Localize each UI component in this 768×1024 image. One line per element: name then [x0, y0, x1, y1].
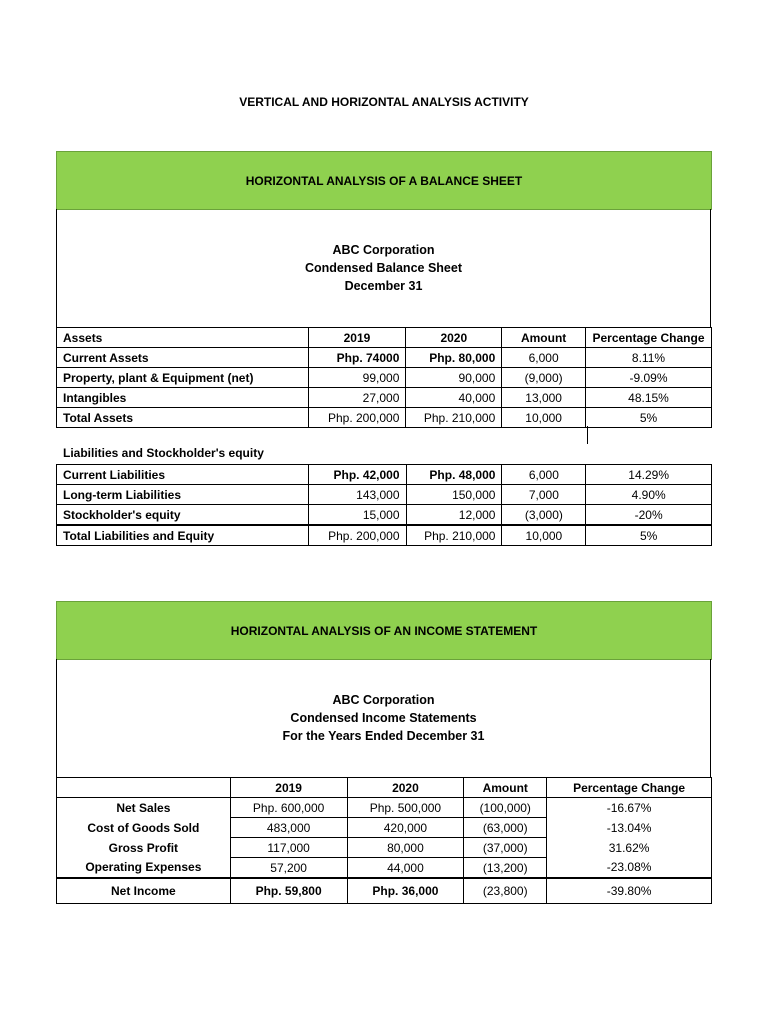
value-2019: 117,000: [230, 838, 347, 858]
is-company-name: ABC Corporation: [332, 693, 435, 707]
header-2020: 2020: [406, 328, 502, 348]
stray-divider: [587, 426, 588, 444]
bs-company-name: ABC Corporation: [332, 243, 435, 257]
header-2020: 2020: [347, 778, 464, 798]
value-2020: 150,000: [406, 485, 502, 505]
header-2019: 2019: [230, 778, 347, 798]
value-amount: (13,200): [464, 858, 547, 879]
row-label: Intangibles: [57, 388, 309, 408]
value-amount: (9,000): [502, 368, 586, 388]
value-amount: (100,000): [464, 798, 547, 818]
value-2019: Php. 42,000: [308, 465, 406, 485]
value-percentage: 8.11%: [585, 348, 711, 368]
value-percentage: -39.80%: [547, 878, 712, 904]
row-label: Net Income: [57, 878, 231, 904]
income-statement-band-title: HORIZONTAL ANALYSIS OF AN INCOME STATEMENT: [230, 623, 538, 638]
value-percentage: -23.08%: [547, 858, 712, 879]
assets-header-label: Assets: [57, 328, 309, 348]
table-row: [57, 838, 712, 858]
table-row: [57, 465, 712, 485]
value-2019: Php. 59,800: [230, 878, 347, 904]
value-2019: 99,000: [308, 368, 406, 388]
value-2020: 12,000: [406, 505, 502, 526]
value-amount: (23,800): [464, 878, 547, 904]
balance-sheet-band: [56, 151, 712, 210]
value-percentage: -20%: [586, 505, 712, 526]
table-row: [57, 818, 712, 838]
value-2020: 80,000: [347, 838, 464, 858]
value-2020: Php. 48,000: [406, 465, 502, 485]
value-percentage: 4.90%: [586, 485, 712, 505]
value-2019: Php. 200,000: [308, 408, 406, 428]
value-percentage: -13.04%: [547, 818, 712, 838]
value-2019: 483,000: [230, 818, 347, 838]
value-2020: Php. 210,000: [406, 525, 502, 546]
liabilities-heading: Liabilities and Stockholder's equity: [63, 446, 264, 460]
value-percentage: -9.09%: [585, 368, 711, 388]
bs-statement-name: Condensed Balance Sheet: [305, 261, 462, 275]
value-2020: 44,000: [347, 858, 464, 879]
value-percentage: 5%: [586, 525, 712, 546]
header-percentage-change: Percentage Change: [585, 328, 711, 348]
is-statement-name: Condensed Income Statements: [290, 711, 477, 725]
row-label: Property, plant & Equipment (net): [57, 368, 309, 388]
table-row: [57, 368, 712, 388]
assets-header-row: [57, 328, 712, 348]
value-2019: Php. 600,000: [230, 798, 347, 818]
header-2019: 2019: [308, 328, 406, 348]
value-2019: 27,000: [308, 388, 406, 408]
balance-sheet-band-title: HORIZONTAL ANALYSIS OF A BALANCE SHEET: [245, 173, 523, 188]
header-amount: Amount: [502, 328, 586, 348]
value-percentage: 5%: [585, 408, 711, 428]
row-label: Total Liabilities and Equity: [57, 525, 309, 546]
header-amount: Amount: [464, 778, 547, 798]
row-label: Operating Expenses: [57, 858, 231, 879]
income-statement-band: [56, 601, 712, 660]
value-2019: 57,200: [230, 858, 347, 879]
income-statement-heading: [56, 691, 711, 745]
bs-statement-date: December 31: [344, 279, 423, 293]
value-2020: 420,000: [347, 818, 464, 838]
value-amount: 10,000: [502, 408, 586, 428]
value-2019: 15,000: [308, 505, 406, 526]
row-label: Gross Profit: [57, 838, 231, 858]
value-2020: Php. 500,000: [347, 798, 464, 818]
value-2020: Php. 36,000: [347, 878, 464, 904]
header-empty: [57, 778, 231, 798]
table-row-total: [57, 525, 712, 546]
value-2019: 143,000: [308, 485, 406, 505]
balance-sheet-heading: [56, 241, 711, 295]
table-row: [57, 348, 712, 368]
table-row: [57, 505, 712, 526]
value-percentage: -16.67%: [547, 798, 712, 818]
value-amount: 6,000: [502, 465, 586, 485]
table-row-total: [57, 408, 712, 428]
table-row: [57, 388, 712, 408]
value-amount: (3,000): [502, 505, 586, 526]
table-row: [57, 858, 712, 879]
row-label: Current Liabilities: [57, 465, 309, 485]
value-amount: (63,000): [464, 818, 547, 838]
table-row: [57, 485, 712, 505]
is-statement-period: For the Years Ended December 31: [282, 729, 485, 743]
income-header-row: [57, 778, 712, 798]
row-label: Long-term Liabilities: [57, 485, 309, 505]
table-row: [57, 798, 712, 818]
value-amount: 7,000: [502, 485, 586, 505]
header-percentage-change: Percentage Change: [547, 778, 712, 798]
value-percentage: 14.29%: [586, 465, 712, 485]
row-label: Stockholder's equity: [57, 505, 309, 526]
value-2019: Php. 200,000: [308, 525, 406, 546]
table-row-net-income: [57, 878, 712, 904]
value-percentage: 31.62%: [547, 838, 712, 858]
value-2019: Php. 74000: [308, 348, 406, 368]
value-2020: Php. 210,000: [406, 408, 502, 428]
value-2020: 40,000: [406, 388, 502, 408]
row-label: Total Assets: [57, 408, 309, 428]
value-amount: 13,000: [502, 388, 586, 408]
value-amount: 6,000: [502, 348, 586, 368]
assets-table: [56, 327, 712, 428]
row-label: Current Assets: [57, 348, 309, 368]
income-statement-table: [56, 777, 712, 904]
value-amount: 10,000: [502, 525, 586, 546]
value-2020: Php. 80,000: [406, 348, 502, 368]
row-label: Net Sales: [57, 798, 231, 818]
value-percentage: 48.15%: [585, 388, 711, 408]
value-2020: 90,000: [406, 368, 502, 388]
liabilities-table: [56, 464, 712, 546]
row-label: Cost of Goods Sold: [57, 818, 231, 838]
value-amount: (37,000): [464, 838, 547, 858]
document-title: VERTICAL AND HORIZONTAL ANALYSIS ACTIVITY: [239, 95, 529, 109]
